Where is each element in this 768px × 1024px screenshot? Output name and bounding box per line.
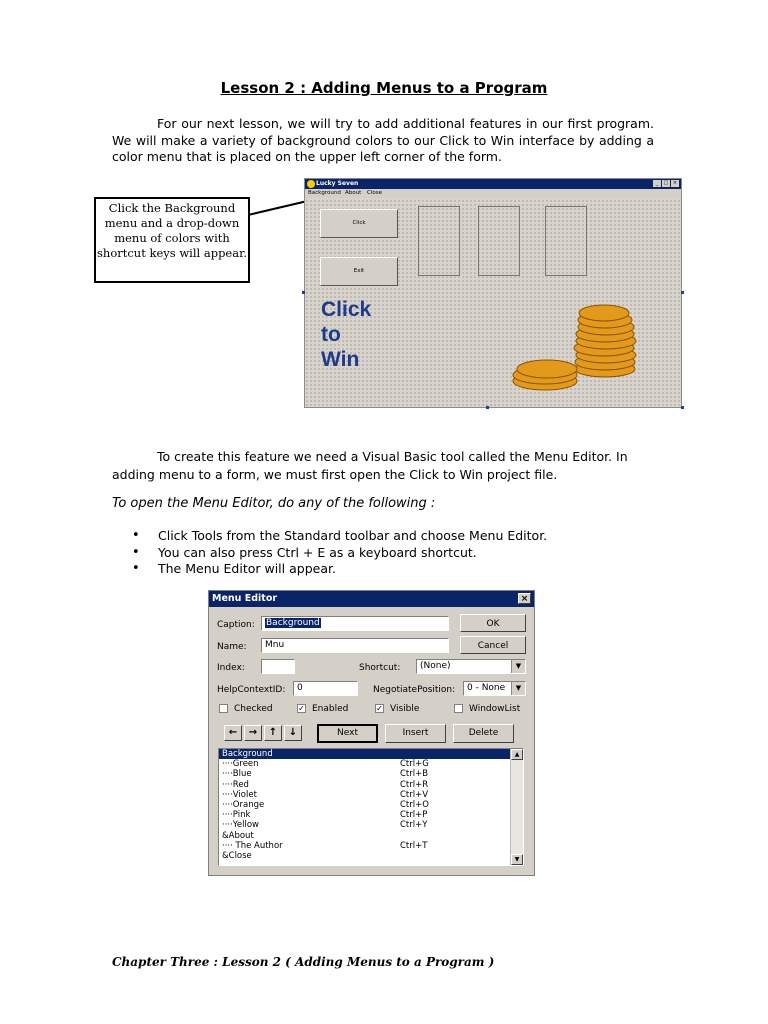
name-label: Name: [217,642,247,652]
menu-item-caption: ···· The Author [222,840,283,851]
list-item[interactable] [219,800,523,810]
list-item[interactable] [219,790,523,800]
intro-paragraph [112,116,654,166]
image-slot-3 [545,206,587,276]
win-word: Win [321,348,360,371]
negotiate-label: NegotiatePosition: [373,685,456,695]
close-icon[interactable]: × [672,180,678,186]
arrow-left-icon[interactable]: ← [224,725,242,741]
caption-value: Background [266,618,320,628]
next-button[interactable]: Next [317,724,378,743]
list-item[interactable] [219,759,523,769]
windowlist-checkbox[interactable] [454,704,463,713]
click-to-win-label [321,297,371,372]
index-label: Index: [217,663,245,673]
menu-background[interactable]: Background [308,190,341,196]
menu-editor-dialog [208,590,535,876]
menu-item-shortcut: Ctrl+O [400,799,429,810]
name-input[interactable]: Mnu [261,638,449,653]
coins-image [505,297,645,397]
menu-item-shortcut: Ctrl+Y [400,820,428,831]
menu-item-shortcut: Ctrl+V [400,789,429,800]
form-menubar [305,189,681,198]
resize-handle[interactable] [681,291,684,294]
list-item: • The Menu Editor will appear. [132,561,547,578]
cancel-button[interactable]: Cancel [460,636,526,654]
menu-about[interactable]: About [345,190,362,196]
list-item: • You can also press Ctrl + E as a keyboard shortcut. [132,545,547,562]
ok-button[interactable]: OK [460,614,526,632]
shortcut-label: Shortcut: [359,663,401,673]
form-title: Lucky Seven [316,180,359,187]
list-item: • Click Tools from the Standard toolbar and choose Menu Editor. [132,528,547,545]
click-button[interactable]: Click [320,209,398,238]
visible-label: Visible [390,704,420,714]
negotiate-value: 0 - None [467,683,506,693]
image-slot-1 [418,206,460,276]
menu-item-caption: &About [222,830,254,841]
list-item[interactable] [219,851,523,861]
menu-item-shortcut: Ctrl+P [400,810,428,821]
to-word: to [321,323,341,346]
dialog-titlebar [209,591,534,607]
menu-item-shortcut: Ctrl+B [400,769,429,780]
caption-input[interactable] [261,616,449,631]
list-item[interactable] [219,780,523,790]
list-item[interactable] [219,769,523,779]
para2-text: To create this feature we need a Visual Basic tool called the Menu Editor. In adding menu to a form, we must first open the Click to Win project file. [112,449,628,482]
menu-item-caption: ····Yellow [222,820,259,831]
index-input[interactable] [261,659,295,674]
scroll-up-icon[interactable]: ▲ [511,749,523,760]
menu-item-shortcut: Ctrl+R [400,779,429,790]
open-heading: To open the Menu Editor, do any of the following : [112,496,436,511]
list-item[interactable] [219,810,523,820]
delete-button[interactable]: Delete [453,724,514,743]
helpcontext-input[interactable]: 0 [293,681,358,696]
image-slot-2 [478,206,520,276]
arrow-up-icon[interactable]: ↑ [264,725,282,741]
close-icon[interactable]: × [518,593,531,604]
callout-box: Click the Background menu and a drop-down menu of colors with shortcut keys will appear. [94,197,250,283]
checked-checkbox[interactable] [219,704,228,713]
scroll-down-icon[interactable]: ▼ [511,854,523,865]
list-item[interactable] [219,749,511,759]
negotiate-select[interactable] [463,681,526,696]
checked-label: Checked [234,704,273,714]
resize-handle[interactable] [486,406,489,409]
helpcontext-label: HelpContextID: [217,685,286,695]
menu-item-caption: ····Blue [222,769,252,780]
page-footer: Chapter Three : Lesson 2 ( Adding Menus to a Program ) [112,955,495,969]
windowlist-label: WindowList [469,704,521,714]
chevron-down-icon[interactable]: ▼ [511,682,525,695]
lesson-title: Lesson 2 : Adding Menus to a Program [220,79,548,97]
smiley-icon [307,180,315,188]
form-titlebar [305,179,681,189]
caption-label: Caption: [217,620,255,630]
vb-form-window [304,178,682,408]
resize-handle[interactable] [681,406,684,409]
list-item[interactable] [219,841,523,851]
shortcut-select[interactable] [416,659,526,674]
enabled-label: Enabled [312,704,349,714]
dialog-title: Menu Editor [212,593,278,604]
click-word: Click [321,298,372,321]
resize-handle[interactable] [302,291,305,294]
menu-item-shortcut: Ctrl+G [400,759,429,770]
shortcut-value: (None) [420,661,451,671]
menu-item-caption: &Close [222,850,252,861]
visible-checkbox[interactable]: ✓ [376,704,383,713]
menu-editor-paragraph [112,448,657,484]
minimize-icon[interactable]: _ [653,180,661,187]
menu-close[interactable]: Close [367,190,382,196]
menu-item-caption: ····Green [222,759,259,770]
arrow-right-icon[interactable]: → [244,725,262,741]
list-item[interactable] [219,820,523,830]
scrollbar[interactable] [510,749,523,865]
menu-item-caption: Background [222,749,273,759]
arrow-down-icon[interactable]: ↓ [284,725,302,741]
menu-item-caption: ····Pink [222,810,251,821]
menu-item-caption: ····Orange [222,799,265,810]
menu-item-shortcut: Ctrl+T [400,840,428,851]
maximize-icon[interactable]: □ [663,180,669,186]
exit-button[interactable]: Exit [320,257,398,286]
enabled-checkbox[interactable]: ✓ [298,704,305,713]
insert-button[interactable]: Insert [385,724,446,743]
intro-text: For our next lesson, we will try to add additional features in our first program. We will make a variety of background colors to our Click to Win interface by adding a color menu that is placed on the upper left corner of the form. [112,116,654,164]
menu-item-caption: ····Red [222,779,249,790]
menu-item-caption: ····Violet [222,789,257,800]
menu-items-list[interactable] [218,748,524,866]
chevron-down-icon[interactable]: ▼ [511,660,525,673]
list-item[interactable] [219,831,523,841]
instructions-list [132,528,547,578]
